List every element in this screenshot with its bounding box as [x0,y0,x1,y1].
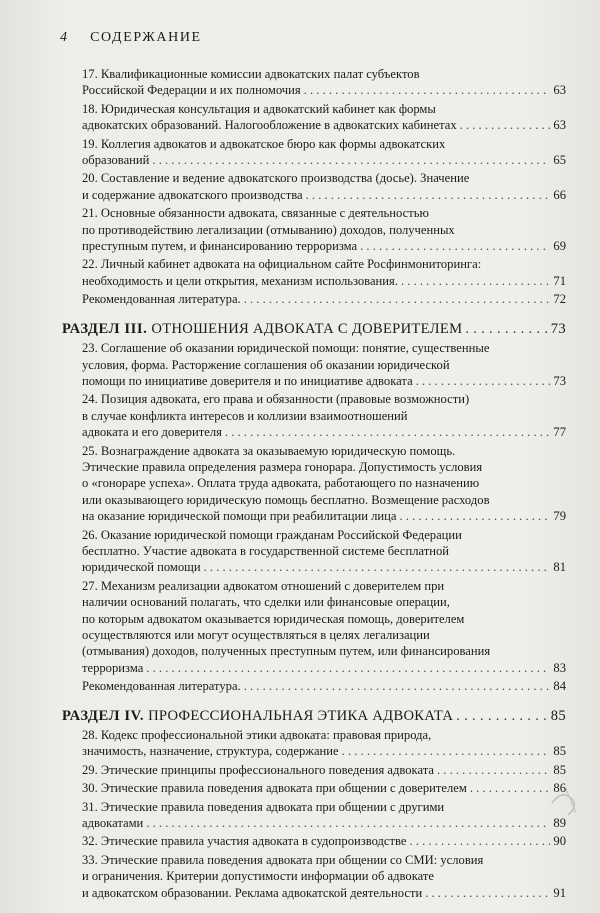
toc-entry [62,443,566,525]
dot-leader [409,833,550,849]
toc-entry [62,762,566,778]
dot-leader [146,815,550,831]
toc-entry [62,101,566,134]
toc-page-number: 73 [553,373,566,388]
toc-page-number: 83 [553,660,566,675]
toc-entry-line: 20. Составление и ведение адвокатского производства (досье). Значение [82,171,470,186]
toc-entry-line: 32. Этические правила участия адвоката в судопроизводстве [82,834,407,849]
toc-entry [62,66,566,99]
toc-entry-line: значимость, назначение, структура, содержание [82,744,339,759]
toc-page-number: 63 [553,83,566,98]
toc-entry [62,527,566,576]
dot-leader [437,762,550,778]
dot-leader [244,291,551,307]
toc-page-number: 77 [553,425,566,440]
dot-leader [465,321,547,337]
dot-leader [425,885,550,901]
toc-entry-line: 19. Коллегия адвокатов и адвокатское бюро как формы адвокатских [82,136,446,151]
running-header [60,30,202,46]
toc-entry-line: 23. Соглашение об оказании юридической помощи: понятие, существенные [82,341,490,356]
dot-leader [460,117,551,133]
toc-page-number: 85 [553,744,566,759]
section-title [62,708,453,724]
toc-entry-line: Этические правила определения размера гонорара. Допустимость условия [82,459,483,474]
section-label: РАЗДЕЛ III. [62,320,148,337]
section-name: ПРОФЕССИОНАЛЬНАЯ ЭТИКА АДВОКАТА [148,707,454,724]
section-title [62,321,462,337]
toc-entry-line: по которым адвокатом оказывается юридическая помощь, доверителем [82,611,465,626]
toc-entry-line: адвоката и его доверителя [82,425,222,440]
dot-leader [152,152,550,168]
toc-entry-line: 18. Юридическая консультация и адвокатский кабинет как формы [82,101,436,116]
page-number: 4 [60,30,67,45]
toc-entry [62,578,566,676]
dot-leader [342,743,551,759]
toc-entry-line: осуществляются или могут осуществляться в целях легализации [82,628,430,642]
toc-entry-line: 28. Кодекс профессиональной этики адвоката: правовая природа, [82,728,432,743]
toc-entry [62,291,566,307]
dot-leader [401,273,550,289]
section-label: РАЗДЕЛ IV. [62,707,145,724]
toc-page-number: 66 [553,187,566,202]
toc-entry-line: о «гонораре успеха». Оплата труда адвоката, работающего по назначению [82,476,480,491]
toc-entry-line: Рекомендованная литература. [82,679,241,694]
toc-entry [62,391,566,440]
toc-entry [62,205,566,254]
toc-entry-line: юридической помощи [82,560,201,575]
dot-leader [470,780,551,796]
toc-entry-line: терроризма [82,660,144,675]
toc-page-number: 81 [553,560,566,575]
toc-entry-line: 21. Основные обязанности адвоката, связанные с деятельностью [82,206,429,221]
section-page-number: 73 [550,320,566,337]
dot-leader [244,678,551,694]
toc-page-number: 65 [553,153,566,168]
section-heading [62,708,566,724]
toc-entry [62,727,566,760]
toc-entry-line: адвокатами [82,816,144,831]
toc-entry [62,340,566,389]
toc-entry [62,799,566,832]
toc-page-number: 71 [553,273,566,288]
toc-page-number: 63 [553,118,566,133]
toc-entry-line: 33. Этические правила поведения адвоката при общении со СМИ: условия [82,852,484,867]
section-name: ОТНОШЕНИЯ АДВОКАТА С ДОВЕРИТЕЛЕМ [151,320,463,337]
toc-entry [62,833,566,849]
toc-entry-line: или оказывающего юридическую помощь бесплатно. Возмещение расходов [82,492,490,507]
toc-entry [62,256,566,289]
toc-entry-line: адвокатских образований. Налогообложение в адвокатских кабинетах [82,118,457,133]
dot-leader [304,82,551,98]
toc-entry-line: помощи по инициативе доверителя и по инициативе адвоката [82,373,413,388]
pencil-mark-icon [548,783,586,823]
dot-leader [306,187,551,203]
page-title: СОДЕРЖАНИЕ [90,30,202,45]
toc-entry [62,852,566,901]
toc-entry-line: преступным путем, и финансированию терроризма [82,239,358,254]
toc-entry-line: 29. Этические принципы профессионального поведения адвоката [82,762,434,777]
toc-entry-line: необходимость и цели открытия, механизм использования. [82,273,398,288]
toc-entry [62,170,566,203]
toc-entry-line: Российской Федерации и их полномочия [82,83,301,98]
dot-leader [416,373,551,389]
toc-entry-line: 30. Этические правила поведения адвоката при общении с доверителем [82,781,467,796]
toc-entry-line: 31. Этические правила поведения адвоката при общении с другими [82,799,445,814]
toc-entry-line: на оказание юридической помощи при реабилитации лица [82,509,397,524]
toc-entry-line: 24. Позиция адвоката, его права и обязанности (правовые возможности) [82,392,470,407]
toc-entry-line: и ограничения. Критерии допустимости информации об адвокате [82,869,434,884]
toc-page-number: 72 [553,292,566,307]
toc-entry-line: образований [82,153,150,168]
toc-page-number: 79 [553,509,566,524]
toc-entry-line: и содержание адвокатского производства [82,187,303,202]
toc-page-number: 89 [553,816,566,831]
toc-entry-line: условия, форма. Расторжение соглашения об оказании юридической [82,357,450,372]
toc-entry-line: (отмывания) доходов, полученных преступным путем, или финансирования [82,644,491,659]
dot-leader [204,559,551,575]
dot-leader [225,424,551,440]
toc-entry-line: 26. Оказание юридической помощи гражданам Российской Федерации [82,527,462,542]
toc-entry-line: в случае конфликта интересов и коллизии взаимоотношений [82,408,408,423]
toc-entry-line: 17. Квалификационные комиссии адвокатских палат субъектов [82,67,420,81]
dot-leader [360,238,550,254]
dot-leader [400,508,551,524]
toc-entry-line: наличии оснований полагать, что сделки или финансовые операции, [82,595,450,610]
toc-entry-line: и адвокатском образовании. Реклама адвокатской деятельности [82,885,423,900]
toc-page-number: 86 [553,781,566,796]
toc-entry-line: 22. Личный кабинет адвоката на официальном сайте Росфинмониторинга: [82,257,482,272]
toc-entry [62,678,566,694]
toc-page-number: 85 [553,762,566,777]
table-of-contents [62,66,566,903]
toc-entry-line: 25. Вознаграждение адвоката за оказываемую юридическую помощь. [82,443,456,458]
toc-page-number: 91 [553,885,566,900]
section-page-number: 85 [550,707,566,724]
toc-entry-line: Рекомендованная литература. [82,292,241,307]
toc-entry-line: по противодействию легализации (отмыванию) доходов, полученных [82,222,455,237]
dot-leader [146,660,550,676]
toc-page-number: 90 [553,834,566,849]
toc-page-number: 69 [553,239,566,254]
toc-entry [62,136,566,169]
dot-leader [456,708,548,724]
section-heading [62,321,566,337]
toc-entry-line: 27. Механизм реализации адвокатом отношений с доверителем при [82,578,445,593]
toc-entry-line: бесплатно. Участие адвоката в государственной системе бесплатной [82,543,450,558]
toc-entry [62,780,566,796]
toc-page-number: 84 [553,679,566,694]
